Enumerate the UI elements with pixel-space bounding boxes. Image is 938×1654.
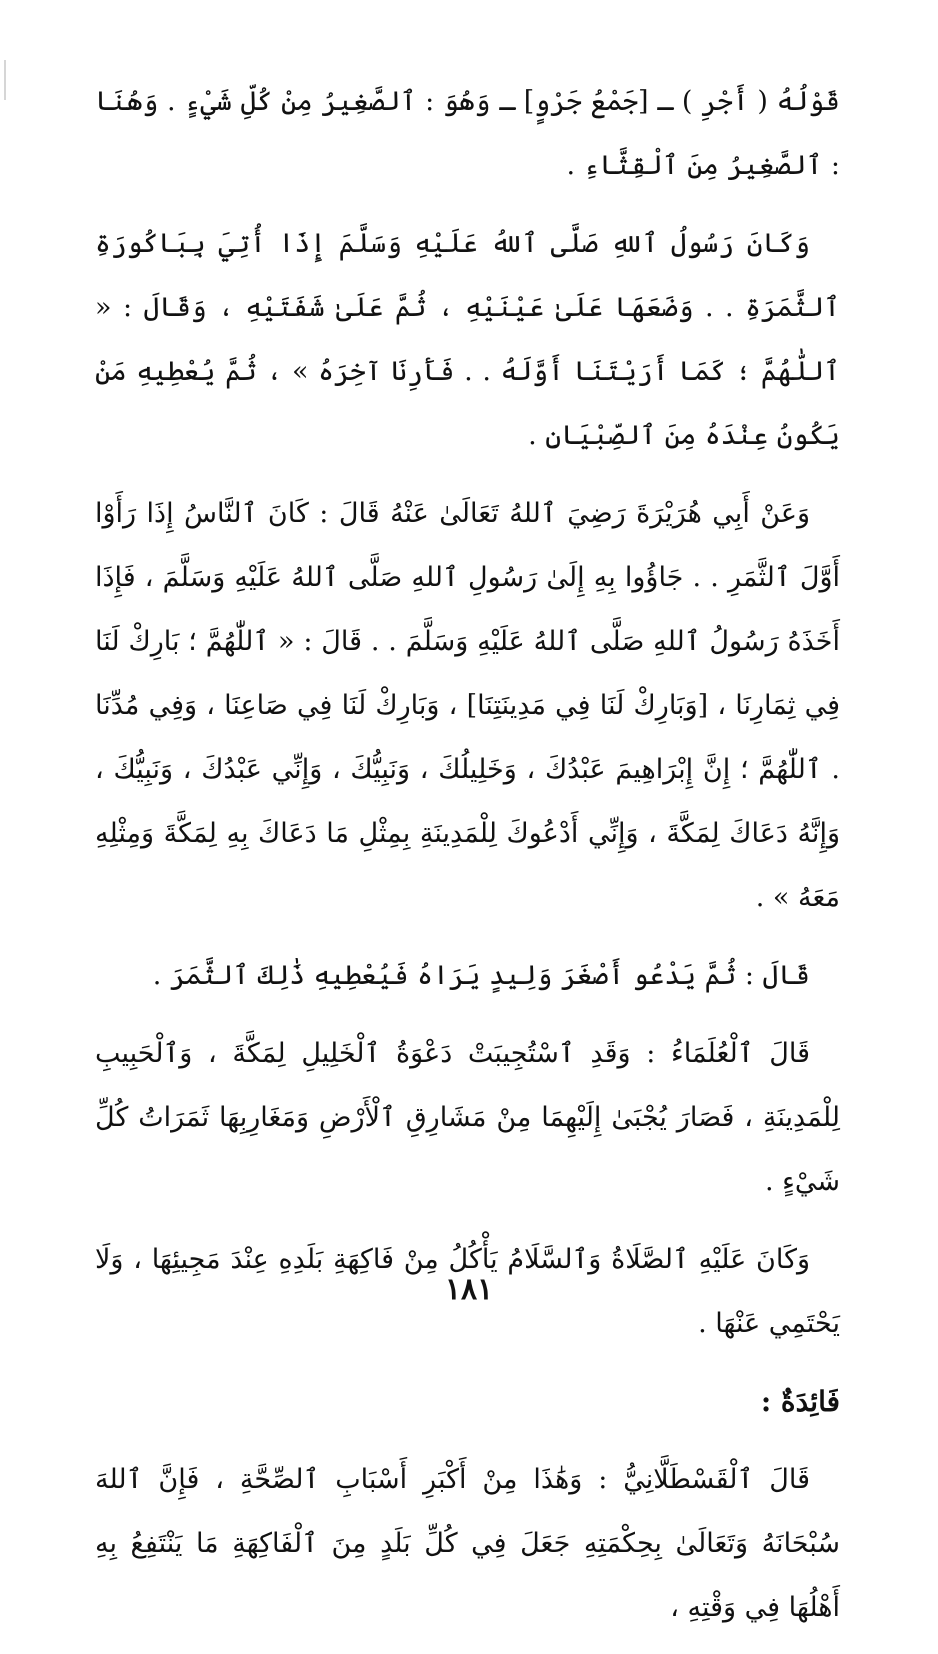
scan-margin-mark [4, 60, 6, 100]
paragraph-first-fruit: وَكَانَ رَسُولُ ٱللهِ صَلَّى ٱللهُ عَلَيْهِ وَسَلَّمَ إِذَا أُتِيَ بِبَاكُورَةِ ٱلثَّمَرَةِ . . وَضَعَهَا عَلَىٰ عَيْنَيْهِ ، ثُمَّ عَلَىٰ شَفَتَيْهِ ، وَقَالَ : « ٱللّٰهُمَّ ؛ كَمَا أَرَيْتَنَا أَوَّلَهُ . . فَأَرِنَا آخِرَهُ » ، ثُمَّ يُعْطِيهِ مَنْ يَكُونُ عِنْدَهُ مِنَ ٱلصِّبْيَانِ . [95, 228, 840, 451]
paragraph-qastallani: قَالَ ٱلْقَسْطَلَّانِيُّ : وَهَٰذَا مِنْ أَكْبَرِ أَسْبَابِ ٱلصِّحَّةِ ، فَإِنَّ ٱللهَ سُبْحَانَهُ وَتَعَالَىٰ بِحِكْمَتِهِ جَعَلَ فِي كُلِّ بَلَدٍ مِنَ ٱلْفَاكِهَةِ مَا يَنْتَفِعُ بِهِ أَهْلُهَا فِي وَقْتِهِ ، [95, 1464, 840, 1623]
paragraph-abu-hurayrah-hadith: وَعَنْ أَبِي هُرَيْرَةَ رَضِيَ ٱللهُ تَعَالَىٰ عَنْهُ قَالَ : كَانَ ٱلنَّاسُ إِذَا رَأَوْا أَوَّلَ ٱلثَّمَرِ . . جَاؤُوا بِهِ إِلَىٰ رَسُولِ ٱللهِ صَلَّى ٱللهُ عَلَيْهِ وَسَلَّمَ ، فَإِذَا أَخَذَهُ رَسُولُ ٱللهِ صَلَّى ٱللهُ عَلَيْهِ وَسَلَّمَ . . قَالَ : « ٱللّٰهُمَّ ؛ بَارِكْ لَنَا فِي ثِمَارِنَا ، [وَبَارِكْ لَنَا فِي مَدِينَتِنَا] ، وَبَارِكْ لَنَا فِي صَاعِنَا ، وَفِي مُدِّنَا . ٱللّٰهُمَّ ؛ إِنَّ إِبْرَاهِيمَ عَبْدُكَ ، وَخَلِيلُكَ ، وَنَبِيُّكَ ، وَإِنِّي عَبْدُكَ ، وَنَبِيُّكَ ، وَإِنَّهُ دَعَاكَ لِمَكَّةَ ، وَإِنِّي أَدْعُوكَ لِلْمَدِينَةِ بِمِثْلِ مَا دَعَاكَ بِهِ لِمَكَّةَ وَمِثْلِهِ مَعَهُ » . [95, 498, 840, 913]
page-number: ١٨١ [444, 1272, 494, 1307]
section-heading-benefit: فَائِدَةٌ : [760, 1385, 840, 1418]
paragraph-eating-local-fruit: وَكَانَ عَلَيْهِ ٱلصَّلَاةُ وَٱلسَّلَامُ يَأْكُلُ مِنْ فَاكِهَةِ بَلَدِهِ عِنْدَ مَجِيئِهَا ، وَلَا يَحْتَمِي عَنْهَا . [95, 1244, 840, 1339]
paragraph-word-definition: قَوْلُهُ ( أَجْرِ ) ـ [جَمْعُ جَرْوٍ] ـ وَهُوَ : ٱلصَّغِيرُ مِنْ كُلِّ شَيْءٍ . وَهُنَا : ٱلصَّغِيرُ مِنَ ٱلْقِثَّاءِ . [95, 86, 840, 181]
page-body [95, 70, 840, 1654]
paragraph-youngest-child: قَالَ : ثُمَّ يَدْعُو أَصْغَرَ وَلِيدٍ يَرَاهُ فَيُعْطِيهِ ذَٰلِكَ ٱلثَّمَرَ . [152, 960, 810, 991]
paragraph-scholars: قَالَ ٱلْعُلَمَاءُ : وَقَدِ ٱسْتُجِيبَتْ دَعْوَةُ ٱلْخَلِيلِ لِمَكَّةَ ، وَٱلْحَبِيبِ لِلْمَدِينَةِ ، فَصَارَ يُجْبَىٰ إِلَيْهِمَا مِنْ مَشَارِقِ ٱلْأَرْضِ وَمَغَارِبِهَا ثَمَرَاتُ كُلِّ شَيْءٍ . [95, 1038, 840, 1197]
